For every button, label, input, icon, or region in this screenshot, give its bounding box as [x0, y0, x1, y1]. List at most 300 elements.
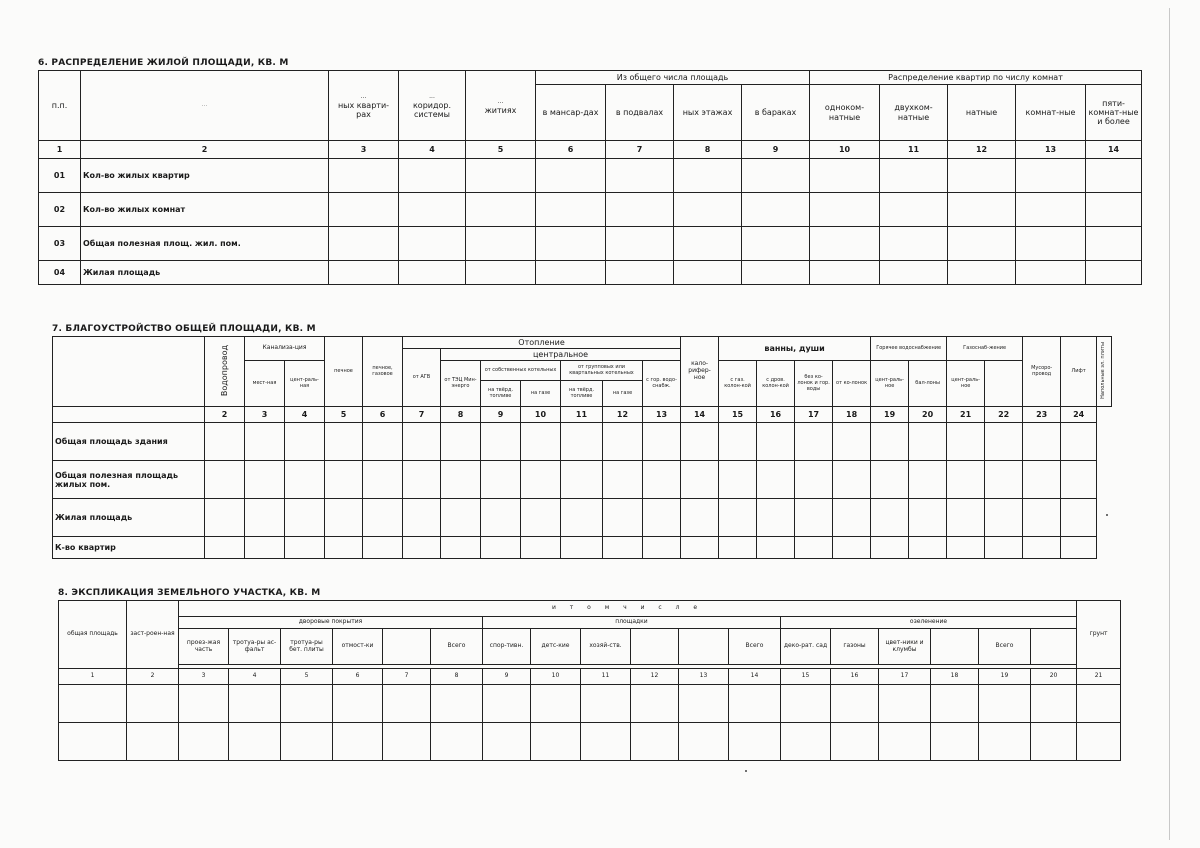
- data-cell[interactable]: [441, 499, 481, 537]
- section-7-title: 7. БЛАГОУСТРОЙСТВО ОБЩЕЙ ПЛОЩАДИ, КВ. М: [52, 324, 316, 334]
- data-cell[interactable]: [831, 723, 879, 761]
- data-cell[interactable]: [329, 159, 399, 193]
- data-cell[interactable]: [333, 723, 383, 761]
- column-number: 2: [81, 141, 329, 159]
- header-group-gas: на газе: [603, 381, 643, 407]
- data-cell[interactable]: [536, 193, 606, 227]
- data-cell[interactable]: [810, 227, 880, 261]
- data-cell[interactable]: [1023, 423, 1061, 461]
- data-cell[interactable]: [1061, 423, 1097, 461]
- header-name-faded: ...: [81, 71, 329, 141]
- data-cell[interactable]: [481, 461, 521, 499]
- data-cell[interactable]: [833, 499, 871, 537]
- table-row: [53, 461, 1112, 499]
- data-cell[interactable]: [481, 537, 521, 559]
- data-cell[interactable]: [325, 537, 363, 559]
- header-greenery: озеленение: [781, 617, 1077, 629]
- data-cell[interactable]: [985, 423, 1023, 461]
- header-calorifer: кало-рифер-ное: [681, 337, 719, 407]
- column-number: 14: [681, 407, 719, 423]
- data-cell[interactable]: [561, 461, 603, 499]
- column-number: 2: [205, 407, 245, 423]
- column-number: 5: [281, 669, 333, 685]
- data-cell[interactable]: [521, 499, 561, 537]
- column-number: 4: [399, 141, 466, 159]
- row-code: 03: [39, 227, 81, 261]
- data-cell[interactable]: [947, 499, 985, 537]
- data-cell[interactable]: [399, 261, 466, 285]
- data-cell[interactable]: [285, 499, 325, 537]
- column-number: 16: [757, 407, 795, 423]
- data-cell[interactable]: [810, 261, 880, 285]
- data-cell[interactable]: [1061, 537, 1097, 559]
- header-room-distribution: Распределение квартир по числу комнат: [810, 71, 1142, 85]
- data-cell[interactable]: [643, 461, 681, 499]
- header-gas-supply: Газоснаб-жение: [947, 337, 1023, 361]
- column-number: 8: [431, 669, 483, 685]
- data-cell[interactable]: [948, 227, 1016, 261]
- header-playgrounds: площадки: [483, 617, 781, 629]
- data-cell[interactable]: [581, 685, 631, 723]
- table-row: [39, 227, 1142, 261]
- data-cell[interactable]: [871, 499, 909, 537]
- column-number: 8: [674, 141, 742, 159]
- column-number: 3: [245, 407, 285, 423]
- column-number-row: [59, 669, 1121, 685]
- data-cell[interactable]: [909, 499, 947, 537]
- table-row: [59, 723, 1121, 761]
- data-cell[interactable]: [179, 685, 229, 723]
- data-cell[interactable]: [59, 685, 127, 723]
- data-cell[interactable]: [285, 461, 325, 499]
- header-basement: в подвалах: [606, 85, 674, 141]
- data-cell[interactable]: [643, 499, 681, 537]
- header-lawns: газоны: [831, 629, 879, 665]
- data-cell[interactable]: [909, 423, 947, 461]
- data-cell[interactable]: [719, 499, 757, 537]
- data-cell[interactable]: [325, 461, 363, 499]
- data-cell[interactable]: [483, 723, 531, 761]
- data-cell[interactable]: [431, 723, 483, 761]
- header-bath-gas: с газ. колон-кой: [719, 361, 757, 407]
- data-cell[interactable]: [127, 723, 179, 761]
- data-cell[interactable]: [947, 461, 985, 499]
- data-cell[interactable]: [481, 499, 521, 537]
- row-label: Кол-во жилых комнат: [81, 193, 329, 227]
- table-row: [39, 159, 1142, 193]
- data-cell[interactable]: [729, 685, 781, 723]
- data-cell[interactable]: [742, 261, 810, 285]
- header-sport: спор-тивн.: [483, 629, 531, 665]
- row-label: Жилая площадь: [81, 261, 329, 285]
- data-cell[interactable]: [606, 227, 674, 261]
- header-floors: ных этажах: [674, 85, 742, 141]
- data-cell[interactable]: [781, 723, 831, 761]
- column-number: 6: [363, 407, 403, 423]
- row-label: Общая площадь здания: [53, 423, 205, 461]
- data-cell[interactable]: [179, 723, 229, 761]
- data-cell[interactable]: [603, 461, 643, 499]
- data-cell[interactable]: [466, 159, 536, 193]
- data-cell[interactable]: [329, 261, 399, 285]
- scan-edge-line: [1169, 8, 1170, 840]
- data-cell[interactable]: [679, 685, 729, 723]
- row-code: 01: [39, 159, 81, 193]
- column-number: 7: [403, 407, 441, 423]
- column-number: 8: [441, 407, 481, 423]
- data-cell[interactable]: [757, 461, 795, 499]
- column-number: 21: [1077, 669, 1121, 685]
- data-cell[interactable]: [205, 423, 245, 461]
- section-6-table: [38, 70, 1142, 285]
- column-number: 21: [947, 407, 985, 423]
- data-cell[interactable]: [363, 461, 403, 499]
- data-cell[interactable]: [536, 159, 606, 193]
- header-gas-central: цент-раль-ное: [947, 361, 985, 407]
- header-flowerbeds: цвет-ники и клумбы: [879, 629, 931, 665]
- data-cell[interactable]: [606, 261, 674, 285]
- header-total-area: общая площадь: [59, 601, 127, 669]
- data-cell[interactable]: [603, 499, 643, 537]
- header-barracks: в бараках: [742, 85, 810, 141]
- data-cell[interactable]: [399, 159, 466, 193]
- data-cell[interactable]: [536, 261, 606, 285]
- data-cell[interactable]: [643, 423, 681, 461]
- data-cell[interactable]: [674, 261, 742, 285]
- data-cell[interactable]: [679, 723, 729, 761]
- data-cell[interactable]: [581, 723, 631, 761]
- data-cell[interactable]: [229, 723, 281, 761]
- data-cell[interactable]: [931, 723, 979, 761]
- data-cell[interactable]: [285, 423, 325, 461]
- data-cell[interactable]: [719, 461, 757, 499]
- column-number-row: [53, 407, 1112, 423]
- header-sewer-local: мест-ная: [245, 361, 285, 407]
- data-cell[interactable]: [363, 537, 403, 559]
- data-cell[interactable]: [871, 461, 909, 499]
- header-bath-wood: с дров. колон-кой: [757, 361, 795, 407]
- data-cell[interactable]: [521, 423, 561, 461]
- column-number: 1: [59, 669, 127, 685]
- column-number: 11: [880, 141, 948, 159]
- header-children: детс-кие: [531, 629, 581, 665]
- data-cell[interactable]: [1016, 159, 1086, 193]
- column-number: 1: [39, 141, 81, 159]
- data-cell[interactable]: [729, 723, 781, 761]
- data-cell[interactable]: [205, 537, 245, 559]
- header-play-blank-2: [679, 629, 729, 665]
- column-number: 9: [481, 407, 521, 423]
- row-label: К-во квартир: [53, 537, 205, 559]
- data-cell[interactable]: [329, 227, 399, 261]
- scan-speck: [745, 770, 747, 772]
- data-cell[interactable]: [1086, 261, 1142, 285]
- header-sidewalk-asphalt: тротуа-ры ас-фальт: [229, 629, 281, 665]
- header-hot-water: Горячее водоснабжение: [871, 337, 947, 361]
- data-cell[interactable]: [441, 423, 481, 461]
- row-label: Жилая площадь: [53, 499, 205, 537]
- table-row: [59, 685, 1121, 723]
- data-cell[interactable]: [871, 423, 909, 461]
- data-cell[interactable]: [285, 537, 325, 559]
- data-cell[interactable]: [979, 723, 1031, 761]
- data-cell[interactable]: [833, 537, 871, 559]
- data-cell[interactable]: [795, 499, 833, 537]
- data-cell[interactable]: [229, 685, 281, 723]
- header-mansard: в мансар-дах: [536, 85, 606, 141]
- data-cell[interactable]: [1023, 537, 1061, 559]
- data-cell[interactable]: [985, 499, 1023, 537]
- data-cell[interactable]: [281, 685, 333, 723]
- header-yard-cover: дворовые покрытия: [179, 617, 483, 629]
- column-number: 19: [979, 669, 1031, 685]
- header-play-total: Всего: [729, 629, 781, 665]
- data-cell[interactable]: [59, 723, 127, 761]
- data-cell[interactable]: [674, 193, 742, 227]
- data-cell[interactable]: [1016, 193, 1086, 227]
- data-cell[interactable]: [466, 261, 536, 285]
- data-cell[interactable]: [1086, 227, 1142, 261]
- data-cell[interactable]: [979, 685, 1031, 723]
- header-green-blank: [931, 629, 979, 665]
- data-cell[interactable]: [466, 227, 536, 261]
- data-cell[interactable]: [403, 537, 441, 559]
- data-cell[interactable]: [909, 537, 947, 559]
- header-driveway: проез-жая часть: [179, 629, 229, 665]
- column-number-row: [39, 141, 1142, 159]
- data-cell[interactable]: [245, 423, 285, 461]
- scan-speck: [1106, 514, 1108, 516]
- data-cell[interactable]: [681, 461, 719, 499]
- data-cell[interactable]: [795, 461, 833, 499]
- data-cell[interactable]: [681, 499, 719, 537]
- row-label: Общая полезная площ. жил. пом.: [81, 227, 329, 261]
- data-cell[interactable]: [441, 461, 481, 499]
- header-five-plus-room: пяти-комнат-ные и более: [1086, 85, 1142, 141]
- data-cell[interactable]: [742, 227, 810, 261]
- data-cell[interactable]: [681, 423, 719, 461]
- data-cell[interactable]: [333, 685, 383, 723]
- header-central: центральное: [441, 349, 681, 361]
- header-stove-gas: печное, газовое: [363, 337, 403, 407]
- column-number: 10: [531, 669, 581, 685]
- column-number: 13: [679, 669, 729, 685]
- data-cell[interactable]: [833, 423, 871, 461]
- data-cell[interactable]: [536, 227, 606, 261]
- column-number: 13: [1016, 141, 1086, 159]
- data-cell[interactable]: [1023, 461, 1061, 499]
- header-two-room: двухком-натные: [880, 85, 948, 141]
- data-cell[interactable]: [948, 159, 1016, 193]
- data-cell[interactable]: [1086, 159, 1142, 193]
- data-cell[interactable]: [931, 685, 979, 723]
- column-number: 3: [329, 141, 399, 159]
- column-number: 9: [742, 141, 810, 159]
- data-cell[interactable]: [329, 193, 399, 227]
- header-hw-columns: от ко-лонок: [833, 361, 871, 407]
- column-number: 9: [483, 669, 531, 685]
- data-cell[interactable]: [871, 537, 909, 559]
- header-gas-cylinders: бал-лоны: [909, 361, 947, 407]
- header-group-boilers: от групповых или квартальных котельных: [561, 361, 643, 381]
- column-number: 17: [795, 407, 833, 423]
- data-cell[interactable]: [1016, 261, 1086, 285]
- data-cell[interactable]: [1077, 723, 1121, 761]
- row-code: 04: [39, 261, 81, 285]
- data-cell[interactable]: [681, 537, 719, 559]
- data-cell[interactable]: [245, 537, 285, 559]
- header-tec: от ТЭЦ Мин-энерго: [441, 361, 481, 407]
- data-cell[interactable]: [481, 423, 521, 461]
- column-number: 7: [383, 669, 431, 685]
- data-cell[interactable]: [603, 537, 643, 559]
- data-cell[interactable]: [403, 423, 441, 461]
- data-cell[interactable]: [383, 685, 431, 723]
- data-cell[interactable]: [521, 461, 561, 499]
- data-cell[interactable]: [719, 537, 757, 559]
- data-cell[interactable]: [719, 423, 757, 461]
- data-cell[interactable]: [880, 159, 948, 193]
- data-cell[interactable]: [742, 159, 810, 193]
- header-pp: п.п.: [39, 71, 81, 141]
- data-cell[interactable]: [674, 159, 742, 193]
- header-ground: грунт: [1077, 601, 1121, 669]
- data-cell[interactable]: [281, 723, 333, 761]
- data-cell[interactable]: [441, 537, 481, 559]
- column-number: 17: [879, 669, 931, 685]
- data-cell[interactable]: [561, 537, 603, 559]
- column-number: 14: [1086, 141, 1142, 159]
- header-stove: печное: [325, 337, 363, 407]
- data-cell[interactable]: [880, 261, 948, 285]
- data-cell[interactable]: [948, 261, 1016, 285]
- header-empty: [53, 337, 205, 407]
- data-cell[interactable]: [363, 423, 403, 461]
- column-number: 7: [606, 141, 674, 159]
- data-cell[interactable]: [1016, 227, 1086, 261]
- column-number: 23: [1023, 407, 1061, 423]
- column-number: 12: [603, 407, 643, 423]
- header-decor-garden: деко-рат. сад: [781, 629, 831, 665]
- data-cell[interactable]: [1061, 461, 1097, 499]
- column-number: 22: [985, 407, 1023, 423]
- data-cell[interactable]: [742, 193, 810, 227]
- data-cell[interactable]: [399, 193, 466, 227]
- header-floor-stoves: Напольные эл. плиты: [1097, 337, 1112, 407]
- header-four-room: комнат-ные: [1016, 85, 1086, 141]
- data-cell[interactable]: [325, 499, 363, 537]
- header-green-blank-2: [1031, 629, 1077, 665]
- column-number: 14: [729, 669, 781, 685]
- column-number: 12: [948, 141, 1016, 159]
- header-garbage-chute: Мусоро-провод: [1023, 337, 1061, 407]
- data-cell[interactable]: [205, 499, 245, 537]
- data-cell[interactable]: [985, 537, 1023, 559]
- data-cell[interactable]: [810, 159, 880, 193]
- data-cell[interactable]: [1031, 723, 1077, 761]
- data-cell[interactable]: [531, 723, 581, 761]
- header-sewer-central: цент-раль-ная: [285, 361, 325, 407]
- data-cell[interactable]: [399, 227, 466, 261]
- data-cell[interactable]: [831, 685, 879, 723]
- header-col-5: ... житиях: [466, 71, 536, 141]
- data-cell[interactable]: [521, 537, 561, 559]
- data-cell[interactable]: [1061, 499, 1097, 537]
- data-cell[interactable]: [757, 499, 795, 537]
- header-own-gas: на газе: [521, 381, 561, 407]
- data-cell[interactable]: [631, 685, 679, 723]
- data-cell[interactable]: [757, 537, 795, 559]
- data-cell[interactable]: [833, 461, 871, 499]
- header-hw-central: цент-раль-ное: [871, 361, 909, 407]
- data-cell[interactable]: [757, 423, 795, 461]
- header-own-solid: на твёрд. топливе: [481, 381, 521, 407]
- data-cell[interactable]: [795, 423, 833, 461]
- data-cell[interactable]: [1077, 685, 1121, 723]
- data-cell[interactable]: [947, 423, 985, 461]
- column-number: 18: [931, 669, 979, 685]
- column-number: 13: [643, 407, 681, 423]
- data-cell[interactable]: [466, 193, 536, 227]
- data-cell[interactable]: [674, 227, 742, 261]
- data-cell[interactable]: [483, 685, 531, 723]
- data-cell[interactable]: [383, 723, 431, 761]
- data-cell[interactable]: [948, 193, 1016, 227]
- header-bath-none: без ко-лонок и гор. воды: [795, 361, 833, 407]
- data-cell[interactable]: [603, 423, 643, 461]
- section-7-table: [52, 336, 1112, 559]
- data-cell[interactable]: [245, 499, 285, 537]
- data-cell[interactable]: [403, 499, 441, 537]
- data-cell[interactable]: [643, 537, 681, 559]
- data-cell[interactable]: [879, 685, 931, 723]
- data-cell[interactable]: [403, 461, 441, 499]
- data-cell[interactable]: [431, 685, 483, 723]
- data-cell[interactable]: [1023, 499, 1061, 537]
- header-own-boilers: от собственных котельных: [481, 361, 561, 381]
- data-cell[interactable]: [1031, 685, 1077, 723]
- column-number-empty: [53, 407, 205, 423]
- data-cell[interactable]: [127, 685, 179, 723]
- data-cell[interactable]: [1086, 193, 1142, 227]
- data-cell[interactable]: [245, 461, 285, 499]
- row-label: Общая полезная площадь жилых пом.: [53, 461, 205, 499]
- data-cell[interactable]: [561, 423, 603, 461]
- column-number: 20: [909, 407, 947, 423]
- data-cell[interactable]: [880, 193, 948, 227]
- data-cell[interactable]: [325, 423, 363, 461]
- data-cell[interactable]: [985, 461, 1023, 499]
- column-number: 11: [561, 407, 603, 423]
- data-cell[interactable]: [561, 499, 603, 537]
- data-cell[interactable]: [606, 193, 674, 227]
- data-cell[interactable]: [606, 159, 674, 193]
- data-cell[interactable]: [795, 537, 833, 559]
- data-cell[interactable]: [909, 461, 947, 499]
- data-cell[interactable]: [363, 499, 403, 537]
- data-cell[interactable]: [810, 193, 880, 227]
- data-cell[interactable]: [531, 685, 581, 723]
- data-cell[interactable]: [880, 227, 948, 261]
- data-cell[interactable]: [781, 685, 831, 723]
- data-cell[interactable]: [947, 537, 985, 559]
- header-including: и т о м ч и с л е: [179, 601, 1077, 617]
- data-cell[interactable]: [205, 461, 245, 499]
- row-label: Кол-во жилых квартир: [81, 159, 329, 193]
- header-blind-area: отмост-ки: [333, 629, 383, 665]
- data-cell[interactable]: [879, 723, 931, 761]
- data-cell[interactable]: [631, 723, 679, 761]
